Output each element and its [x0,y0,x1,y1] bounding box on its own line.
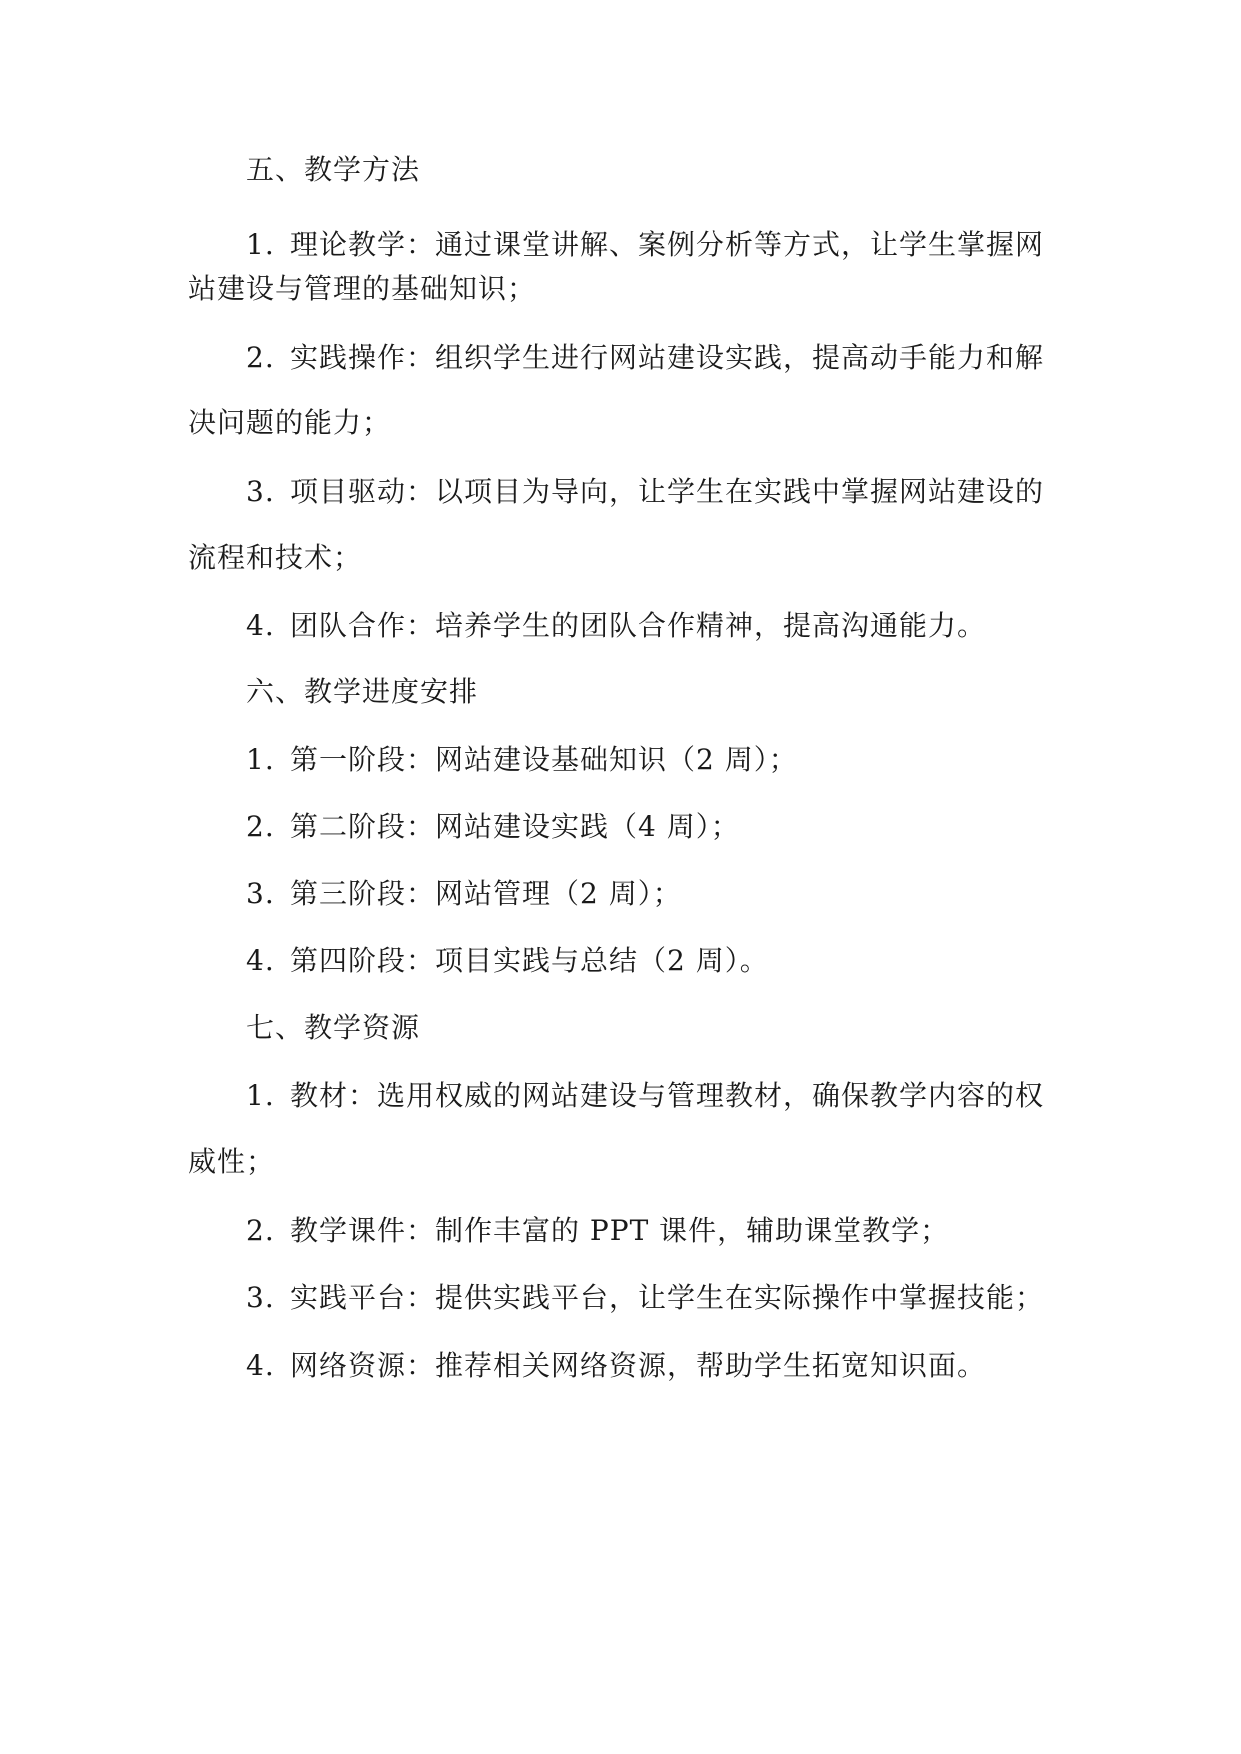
item-text: 团队合作：培养学生的团队合作精神，提高沟通能力。 [290,609,987,642]
section-heading: 六、教学进度安排 [246,675,479,708]
item-number: 1. [246,743,275,776]
item-text: 理论教学：通过课堂讲解、案例分析等方式，让学生掌握网 [290,228,1045,261]
item-number: 4. [246,609,275,642]
section-heading: 五、教学方法 [246,153,421,186]
list-item [246,1211,1068,1251]
item-text: 实践平台：提供实践平台，让学生在实际操作中掌握技能； [290,1281,1045,1314]
item-text: 第二阶段：网站建设实践（4 周）； [290,810,740,843]
item-number: 1. [246,228,275,261]
item-number: 4. [246,1349,275,1382]
item-text-continued: 流程和技术； [188,541,363,574]
item-text: 第四阶段：项目实践与总结（2 周）。 [290,944,769,977]
item-number: 2. [246,810,275,843]
item-number: 4. [246,944,275,977]
item-number: 3. [246,475,275,508]
list-item [246,941,1068,981]
item-text: 项目驱动：以项目为导向，让学生在实践中掌握网站建设的 [290,475,1045,508]
item-text: 第一阶段：网站建设基础知识（2 周）； [290,743,798,776]
item-number: 1. [246,1079,275,1112]
section-heading: 七、教学资源 [246,1011,421,1044]
item-text: 第三阶段：网站管理（2 周）； [290,877,682,910]
item-number: 3. [246,1281,275,1314]
item-text: 网络资源：推荐相关网络资源，帮助学生拓宽知识面。 [290,1349,987,1382]
item-number: 2. [246,1214,275,1247]
item-text-continued: 决问题的能力； [188,406,392,439]
list-item [246,472,1068,512]
item-text: 教材：选用权威的网站建设与管理教材，确保教学内容的权 [290,1079,1045,1112]
list-item [246,606,1068,646]
list-item [246,1076,1068,1116]
list-item [246,1346,1068,1386]
list-item [246,874,1068,914]
list-item [246,1278,1068,1318]
item-number: 3. [246,877,275,910]
item-text-continued: 站建设与管理的基础知识； [188,272,537,305]
item-text-continued: 威性； [188,1145,276,1178]
item-text: 实践操作：组织学生进行网站建设实践，提高动手能力和解 [290,341,1045,374]
list-item [246,338,1068,378]
list-item [246,225,1068,265]
list-item [246,807,1068,847]
item-text: 教学课件：制作丰富的 PPT 课件，辅助课堂教学； [290,1214,950,1247]
item-number: 2. [246,341,275,374]
list-item [246,740,1068,780]
